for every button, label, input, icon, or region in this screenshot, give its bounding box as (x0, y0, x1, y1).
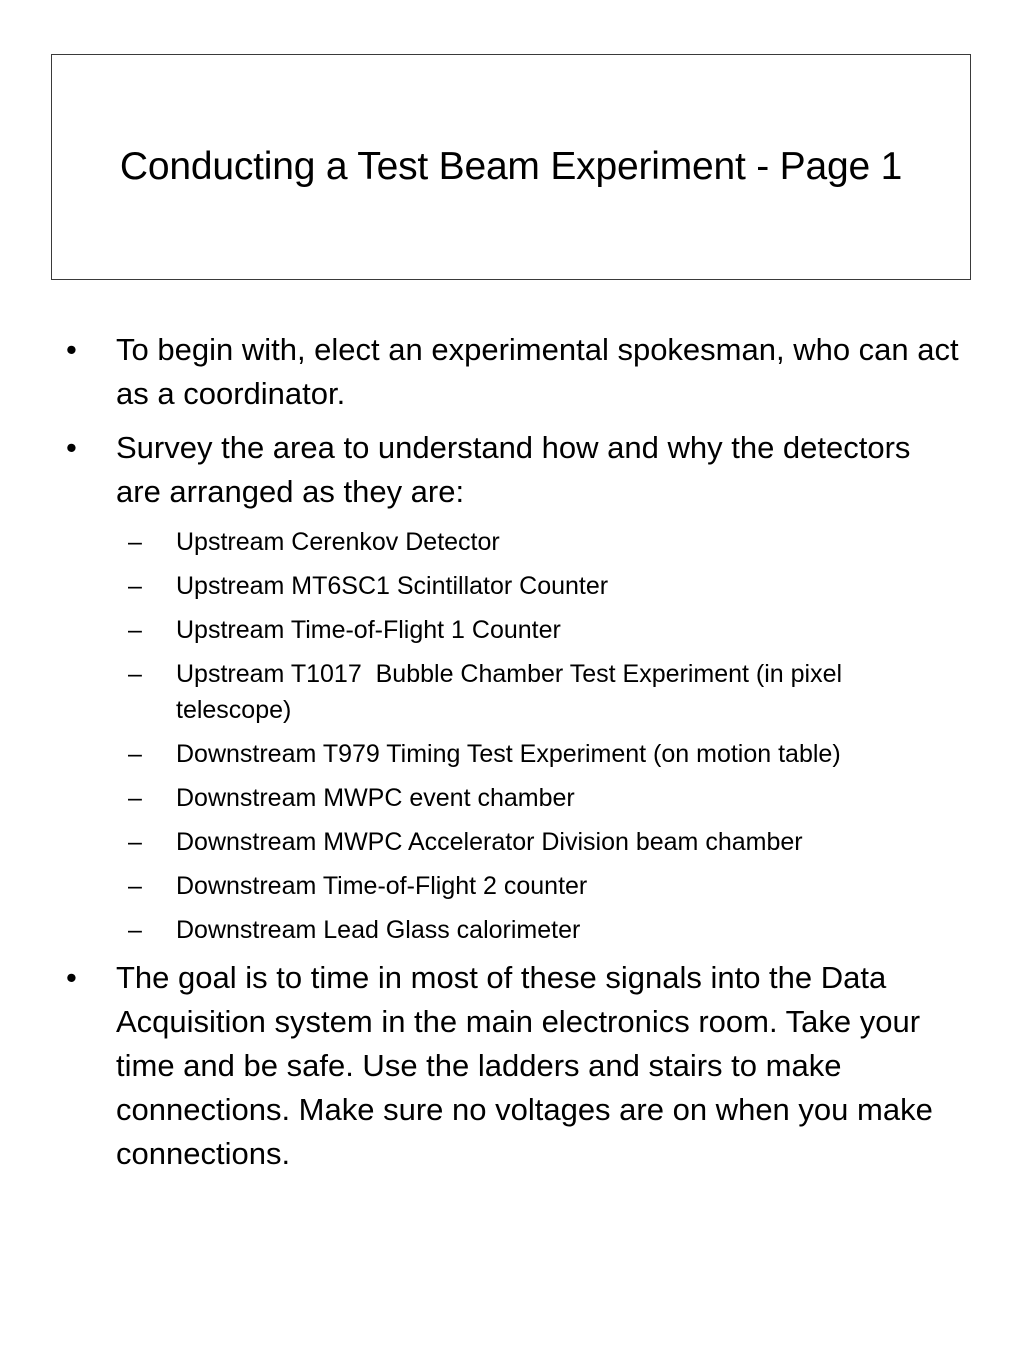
sub-list-item (62, 824, 962, 860)
sub-item-text: Upstream MT6SC1 Scintillator Counter (176, 572, 609, 600)
sub-item-text: Upstream Cerenkov Detector (176, 528, 500, 556)
slide-title: Conducting a Test Beam Experiment - Page 1 (119, 145, 903, 188)
title-box (51, 54, 971, 280)
sub-list-item (62, 612, 962, 648)
dash-icon: – (128, 740, 142, 768)
dash-icon: – (128, 528, 142, 556)
bullet-item-1 (62, 328, 962, 416)
sub-item-text: Downstream MWPC Accelerator Division beam chamber (176, 828, 803, 856)
sub-list-item (62, 868, 962, 904)
dash-icon: – (128, 616, 142, 644)
sub-list-item (62, 524, 962, 560)
bullet-dot-icon: • (66, 332, 77, 367)
dash-icon: – (128, 916, 142, 944)
dash-icon: – (128, 784, 142, 812)
dash-icon: – (128, 660, 142, 688)
sub-item-text: Downstream MWPC event chamber (176, 784, 575, 812)
bullet-text: To begin with, elect an experimental spokesman, who can act as a coordinator. (116, 332, 959, 411)
sub-list-item (62, 780, 962, 816)
bullet-text: The goal is to time in most of these signals into the Data Acquisition system in the main electronics room. Take your time and be safe. Use the ladders and stairs to make connections. Make sure no voltages are on when you make connections. (116, 960, 933, 1171)
dash-icon: – (128, 872, 142, 900)
sub-list-item (62, 736, 962, 772)
bullet-item-2 (62, 426, 962, 514)
dash-icon: – (128, 572, 142, 600)
bullet-item-3 (62, 956, 962, 1176)
bullet-dot-icon: • (66, 430, 77, 465)
slide-content (62, 328, 962, 1186)
detector-sub-list (62, 524, 962, 948)
sub-item-text: Downstream Time-of-Flight 2 counter (176, 872, 588, 900)
sub-list-item (62, 656, 962, 728)
dash-icon: – (128, 828, 142, 856)
bullet-dot-icon: • (66, 960, 77, 995)
sub-item-text: Downstream Lead Glass calorimeter (176, 916, 581, 944)
sub-item-text: Upstream Time-of-Flight 1 Counter (176, 616, 561, 644)
sub-item-text: Downstream T979 Timing Test Experiment (on motion table) (176, 740, 841, 768)
sub-item-text: Upstream T1017 Bubble Chamber Test Experiment (in pixel telescope) (176, 660, 850, 724)
sub-list-item (62, 912, 962, 948)
bullet-text: Survey the area to understand how and why the detectors are arranged as they are: (116, 430, 911, 509)
sub-list-item (62, 568, 962, 604)
